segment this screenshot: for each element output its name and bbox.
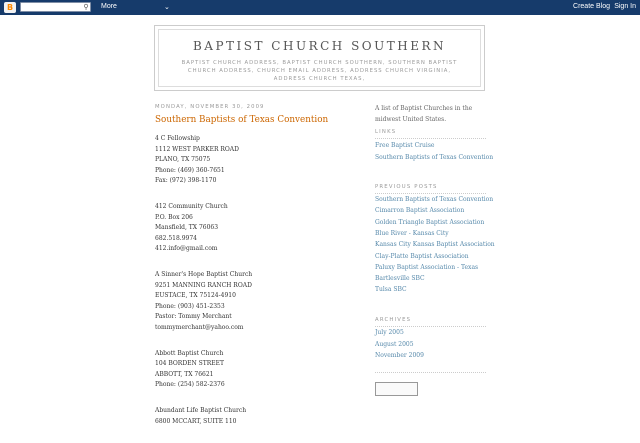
previous-post-link[interactable]: Blue River - Kansas City: [375, 229, 449, 237]
church-entry: [155, 202, 355, 255]
church-detail: ABBOTT, TX 76621: [155, 370, 214, 378]
links-heading: LINKS: [375, 129, 397, 135]
chevron-down-icon[interactable]: ⌄: [164, 3, 170, 11]
archive-link[interactable]: July 2005: [375, 329, 404, 336]
church-detail: 682.518.9974: [155, 234, 197, 242]
blog-description: BAPTIST CHURCH ADDRESS, BAPTIST CHURCH SOUTHERN, SOUTHERN BAPTIST CHURCH ADDRESS, CHURCH EMAIL ADDRESS, ADDRESS CHURCH VIRGINIA, ADDRESS CHURCH TEXAS,: [181, 60, 458, 82]
divider: [375, 326, 486, 327]
church-name: 4 C Fellowship: [155, 135, 200, 142]
church-detail: 1112 WEST PARKER ROAD: [155, 145, 239, 153]
previous-post-link[interactable]: Clay-Platte Baptist Association: [375, 252, 469, 260]
previous-post-link[interactable]: Kansas City Kansas Baptist Association: [375, 241, 495, 249]
church-detail: 104 BORDEN STREET: [155, 360, 225, 367]
previous-post-link[interactable]: Tulsa SBC: [375, 286, 407, 294]
search-icon[interactable]: ⚲: [83, 3, 89, 11]
church-detail: Mansfield, TX 76063: [155, 224, 219, 231]
more-menu-button[interactable]: More: [101, 3, 117, 10]
church-name: Abundant Life Baptist Church: [155, 407, 247, 414]
church-detail: P.O. Box 206: [155, 213, 193, 221]
divider: [375, 138, 486, 139]
previous-post-link[interactable]: Paluxy Baptist Association - Texas: [375, 263, 479, 271]
church-detail: PLANO, TX 75075: [155, 156, 211, 163]
archives-heading: ARCHIVES: [375, 317, 412, 323]
post-title[interactable]: Southern Baptists of Texas Convention: [155, 115, 329, 125]
blog-title[interactable]: BAPTIST CHURCH SOUTHERN: [192, 39, 447, 53]
church-detail: EUSTACE, TX 75124-4910: [155, 292, 236, 299]
church-entry: [155, 270, 355, 333]
church-name: A Sinner's Hope Baptist Church: [155, 271, 253, 278]
church-detail: Pastor: Tommy Merchant: [155, 313, 232, 320]
sidebar-image[interactable]: [375, 382, 418, 396]
previous-post-link[interactable]: Bartlesville SBC: [375, 275, 425, 283]
previous-post-link[interactable]: Southern Baptists of Texas Convention: [375, 196, 494, 203]
church-detail: tommymerchant@yahoo.com: [155, 323, 244, 331]
sidebar-link[interactable]: Southern Baptists of Texas Convention: [375, 153, 494, 161]
search-input[interactable]: [20, 2, 91, 12]
blog-header: [154, 25, 485, 91]
previous-post-link[interactable]: Cimarron Baptist Association: [375, 207, 465, 215]
divider: [375, 193, 486, 194]
previous-post-link[interactable]: Golden Triangle Baptist Association: [375, 218, 485, 226]
create-blog-link[interactable]: Create Blog: [573, 3, 610, 10]
blogger-navbar: [0, 0, 640, 15]
post-body: [155, 134, 355, 443]
archive-link[interactable]: August 2005: [375, 340, 414, 348]
sign-in-link[interactable]: Sign In: [614, 3, 636, 10]
church-detail: Fax: (972) 398-1170: [155, 177, 217, 184]
church-name: 412 Community Church: [155, 203, 228, 210]
church-detail: Phone: (254) 582-2376: [155, 381, 225, 388]
church-detail: 6800 MCCART, SUITE 110: [155, 417, 237, 425]
church-entry: [155, 134, 355, 187]
church-entry: [155, 349, 355, 391]
church-detail: Phone: (469) 360-7651: [155, 166, 225, 174]
previous-posts-heading: PREVIOUS POSTS: [375, 184, 438, 190]
archive-link[interactable]: November 2009: [375, 352, 424, 359]
divider: [375, 372, 486, 373]
church-detail: 9251 MANNING RANCH ROAD: [155, 281, 252, 289]
post-date: MONDAY, NOVEMBER 30, 2009: [155, 104, 265, 110]
church-detail: Phone: (903) 451-2353: [155, 302, 225, 310]
church-name: Abbott Baptist Church: [155, 349, 224, 357]
church-detail: 412.info@gmail.com: [155, 245, 218, 252]
church-entry: [155, 406, 355, 427]
sidebar-link[interactable]: Free Baptist Cruise: [375, 142, 435, 149]
sidebar-description: A list of Baptist Churches in the midwest United States.: [375, 105, 473, 123]
blogger-logo-icon[interactable]: B: [4, 2, 16, 13]
header-inner-border: [158, 29, 481, 87]
